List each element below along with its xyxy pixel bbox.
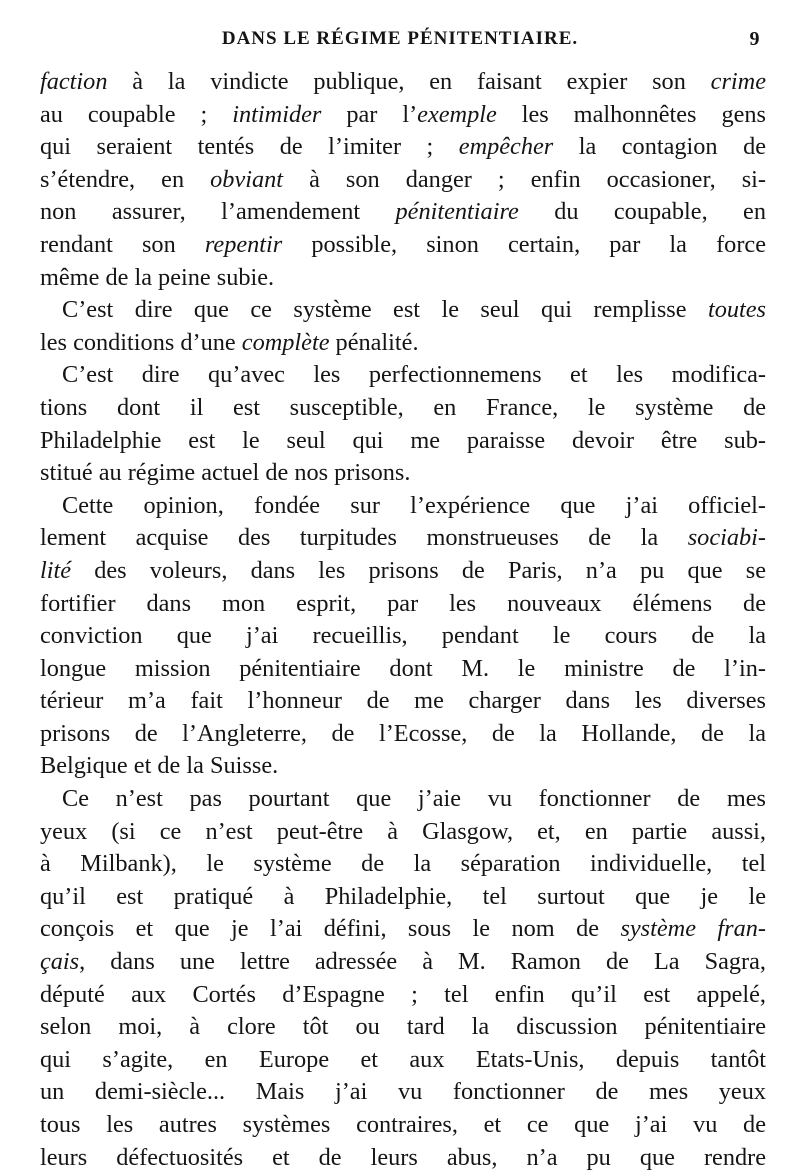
text-run: les malhonnêtes gens: [496, 100, 766, 128]
text-run: qu’il est pratiqué à Philadelphie, tel surtout que je le: [40, 882, 766, 910]
text-line: [40, 946, 766, 979]
text-line: [40, 1142, 766, 1174]
text-run: selon moi, à clore tôt ou tard la discussion pénitentiaire: [40, 1013, 766, 1041]
text-run: térieur m’a fait l’honneur de me charger dans les diverses: [40, 687, 766, 715]
italic-text: exemple: [417, 100, 497, 128]
text-line: [40, 979, 766, 1012]
text-run: par l’: [321, 100, 418, 128]
italic-text: lité: [40, 556, 72, 584]
text-run: fortifier dans mon esprit, par les nouveaux élémens de: [40, 589, 766, 617]
text-run: possible, sinon certain, par la force: [282, 230, 766, 258]
text-run: conçois et que je l’ai défini, sous le nom de: [40, 915, 621, 943]
text-run: yeux (si ce n’est peut-être à Glasgow, et, en partie aussi,: [40, 817, 766, 845]
text-run: , dans une lettre adressée à M. Ramon de La Sagra,: [79, 948, 766, 976]
italic-text: toutes: [707, 296, 766, 324]
italic-text: système fran-: [620, 915, 766, 943]
text-run: même de la peine subie.: [40, 263, 275, 291]
text-line: [40, 1011, 766, 1044]
italic-text: repentir: [204, 230, 283, 258]
text-line: [40, 327, 766, 360]
text-run: des voleurs, dans les prisons de Paris, n’a pu que se: [71, 556, 766, 584]
text-run: qui s’agite, en Europe et aux Etats-Unis, depuis tantôt: [40, 1045, 766, 1073]
text-line: [40, 522, 766, 555]
text-line: [40, 588, 766, 621]
italic-text: faction: [40, 68, 108, 95]
text-line: [40, 66, 766, 99]
text-line: [40, 359, 766, 392]
text-line: [40, 783, 766, 816]
text-line: [40, 1109, 766, 1142]
text-line: [40, 750, 766, 783]
text-run: député aux Cortés d’Espagne ; tel enfin qu’il est appelé,: [40, 980, 766, 1008]
text-run: Belgique et de la Suisse.: [40, 752, 279, 780]
italic-text: crime: [710, 68, 766, 95]
page-number: 9: [749, 28, 760, 50]
text-run: les conditions d’une: [40, 328, 242, 356]
text-run: à la vindicte publique, en faisant expier son: [107, 68, 711, 95]
text-run: non assurer, l’amendement: [40, 198, 396, 226]
text-run: pénalité.: [329, 328, 419, 356]
text-run: Cette opinion, fondée sur l’expérience que j’ai officiel-: [62, 491, 766, 519]
text-line: [40, 718, 766, 751]
text-line: [40, 262, 766, 295]
text-run: Ce n’est pas pourtant que j’aie vu fonctionner de mes: [62, 785, 766, 813]
text-line: [40, 1076, 766, 1109]
text-run: lement acquise des turpitudes monstrueuses de la: [40, 524, 688, 552]
text-run: conviction que j’ai recueillis, pendant le cours de la: [40, 622, 766, 650]
running-title: DANS LE RÉGIME PÉNITENTIAIRE.: [221, 28, 579, 49]
text-run: du coupable, en: [518, 198, 766, 226]
text-run: leurs défectuosités et de leurs abus, n’a pu que rendre: [40, 1143, 766, 1171]
page-header: [40, 28, 760, 58]
text-run: stitué au régime actuel de nos prisons.: [40, 459, 411, 487]
text-run: tous les autres systèmes contraires, et ce que j’ai vu de: [40, 1111, 766, 1138]
text-run: prisons de l’Angleterre, de l’Ecosse, de la Hollande, de la: [40, 719, 766, 747]
text-line: [40, 392, 766, 425]
text-run: la contagion de: [553, 133, 766, 161]
text-run: tions dont il est susceptible, en France, le système de: [40, 393, 766, 421]
text-run: C’est dire que ce système est le seul qui remplisse: [62, 296, 708, 324]
text-line: [40, 653, 766, 686]
italic-text: intimider: [232, 100, 322, 128]
italic-text: pénitentiaire: [395, 198, 519, 226]
text-line: [40, 913, 766, 946]
text-run: un demi-siècle... Mais j’ai vu fonctionner de mes yeux: [40, 1078, 766, 1106]
text-run: s’étendre, en: [40, 165, 211, 193]
text-run: au coupable ;: [40, 100, 233, 128]
text-line: [40, 1044, 766, 1077]
text-line: [40, 425, 766, 458]
text-line: [40, 164, 766, 197]
text-line: [40, 881, 766, 914]
text-line: [40, 229, 766, 262]
italic-text: obviant: [210, 165, 284, 193]
text-run: rendant son: [40, 230, 205, 258]
text-line: [40, 685, 766, 718]
text-run: C’est dire qu’avec les perfectionnemens et les modifica-: [62, 361, 766, 389]
text-line: [40, 457, 766, 490]
text-line: [40, 816, 766, 849]
italic-text: complète: [241, 328, 330, 356]
body-text: [40, 66, 766, 1174]
text-line: [40, 99, 766, 132]
text-run: qui seraient tentés de l’imiter ;: [40, 133, 459, 161]
text-line: [40, 196, 766, 229]
text-run: à Milbank), le système de la séparation individuelle, tel: [40, 850, 766, 878]
text-line: [40, 620, 766, 653]
text-run: Philadelphie est le seul qui me paraisse devoir être sub-: [40, 426, 766, 454]
text-run: longue mission pénitentiaire dont M. le ministre de l’in-: [40, 654, 766, 682]
text-line: [40, 555, 766, 588]
text-run: à son danger ; enfin occasioner, si-: [283, 165, 766, 193]
text-line: [40, 848, 766, 881]
italic-text: sociabi-: [687, 524, 766, 552]
text-line: [40, 131, 766, 164]
italic-text: empêcher: [458, 133, 554, 161]
italic-text: çais: [40, 948, 80, 976]
text-line: [40, 294, 766, 327]
text-line: [40, 490, 766, 523]
